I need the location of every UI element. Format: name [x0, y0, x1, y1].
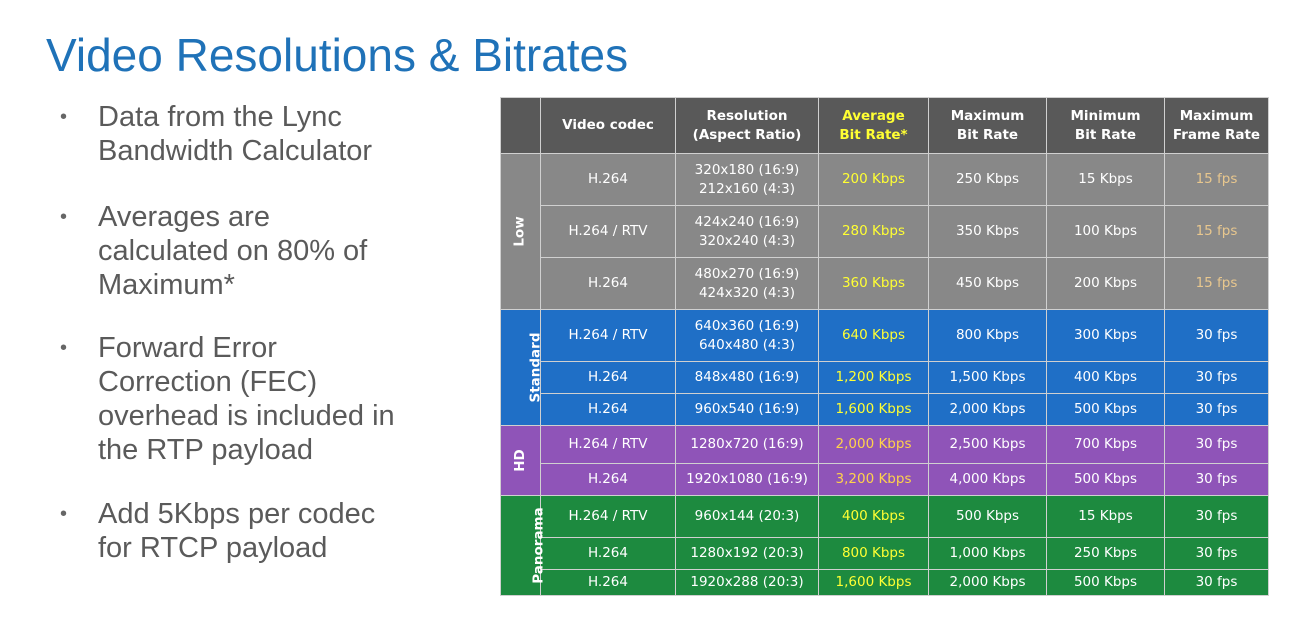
max-bitrate-cell: 2,000 Kbps	[929, 394, 1047, 426]
bullet-item	[60, 331, 400, 467]
group-label-hd: HD	[501, 426, 541, 496]
bullet-text: Averages are calculated on 80% of Maximum*	[98, 201, 368, 301]
average-bitrate-cell: 280 Kbps	[819, 206, 929, 258]
average-bitrate-cell: 1,200 Kbps	[819, 362, 929, 394]
framerate-cell: 15 fps	[1165, 258, 1269, 310]
table-header-row	[501, 98, 1269, 154]
resolution-cell: 1280x192 (20:3)	[676, 538, 819, 570]
bullet-item	[60, 497, 400, 565]
table-row	[501, 362, 1269, 394]
header-maximum-bitrate: Maximum Bit Rate	[929, 98, 1047, 154]
table-row	[501, 464, 1269, 496]
bitrate-table	[500, 97, 1269, 596]
average-bitrate-cell: 360 Kbps	[819, 258, 929, 310]
average-bitrate-cell: 1,600 Kbps	[819, 570, 929, 596]
codec-cell: H.264 / RTV	[541, 496, 676, 538]
min-bitrate-cell: 250 Kbps	[1047, 538, 1165, 570]
framerate-cell: 15 fps	[1165, 206, 1269, 258]
header-maximum-framerate: Maximum Frame Rate	[1165, 98, 1269, 154]
min-bitrate-cell: 300 Kbps	[1047, 310, 1165, 362]
codec-cell: H.264	[541, 570, 676, 596]
bullet-icon: •	[60, 337, 68, 359]
table-row	[501, 154, 1269, 206]
framerate-cell: 30 fps	[1165, 362, 1269, 394]
resolution-cell: 1920x288 (20:3)	[676, 570, 819, 596]
resolution-cell: 1920x1080 (16:9)	[676, 464, 819, 496]
codec-cell: H.264	[541, 362, 676, 394]
max-bitrate-cell: 2,000 Kbps	[929, 570, 1047, 596]
min-bitrate-cell: 500 Kbps	[1047, 464, 1165, 496]
min-bitrate-cell: 15 Kbps	[1047, 496, 1165, 538]
codec-cell: H.264	[541, 258, 676, 310]
max-bitrate-cell: 500 Kbps	[929, 496, 1047, 538]
group-label-standard: Standard	[501, 310, 541, 426]
table-row	[501, 258, 1269, 310]
resolution-cell: 1280x720 (16:9)	[676, 426, 819, 464]
slide-title: Video Resolutions & Bitrates	[46, 29, 629, 81]
average-bitrate-cell: 200 Kbps	[819, 154, 929, 206]
resolution-cell: 480x270 (16:9) 424x320 (4:3)	[676, 258, 819, 310]
min-bitrate-cell: 500 Kbps	[1047, 394, 1165, 426]
codec-cell: H.264	[541, 394, 676, 426]
codec-cell: H.264 / RTV	[541, 310, 676, 362]
average-bitrate-cell: 3,200 Kbps	[819, 464, 929, 496]
table-row	[501, 570, 1269, 596]
framerate-cell: 30 fps	[1165, 570, 1269, 596]
bullet-item	[60, 200, 400, 302]
bullet-text: Forward Error Correction (FEC) overhead is included in the RTP payload	[98, 332, 395, 466]
resolution-cell: 320x180 (16:9) 212x160 (4:3)	[676, 154, 819, 206]
min-bitrate-cell: 400 Kbps	[1047, 362, 1165, 394]
table-row	[501, 426, 1269, 464]
header-resolution: Resolution (Aspect Ratio)	[676, 98, 819, 154]
max-bitrate-cell: 250 Kbps	[929, 154, 1047, 206]
codec-cell: H.264	[541, 154, 676, 206]
codec-cell: H.264 / RTV	[541, 426, 676, 464]
table-row	[501, 538, 1269, 570]
codec-cell: H.264	[541, 464, 676, 496]
resolution-cell: 960x144 (20:3)	[676, 496, 819, 538]
max-bitrate-cell: 450 Kbps	[929, 258, 1047, 310]
codec-cell: H.264	[541, 538, 676, 570]
bullet-icon: •	[60, 106, 68, 128]
table-row	[501, 496, 1269, 538]
resolution-cell: 960x540 (16:9)	[676, 394, 819, 426]
max-bitrate-cell: 2,500 Kbps	[929, 426, 1047, 464]
max-bitrate-cell: 800 Kbps	[929, 310, 1047, 362]
min-bitrate-cell: 100 Kbps	[1047, 206, 1165, 258]
table-row	[501, 206, 1269, 258]
bullet-text: Add 5Kbps per codec for RTCP payload	[98, 498, 376, 564]
bullet-icon: •	[60, 206, 68, 228]
resolution-cell: 424x240 (16:9) 320x240 (4:3)	[676, 206, 819, 258]
bullet-item	[60, 100, 400, 168]
average-bitrate-cell: 800 Kbps	[819, 538, 929, 570]
framerate-cell: 30 fps	[1165, 496, 1269, 538]
framerate-cell: 30 fps	[1165, 310, 1269, 362]
max-bitrate-cell: 350 Kbps	[929, 206, 1047, 258]
header-codec: Video codec	[541, 98, 676, 154]
max-bitrate-cell: 1,500 Kbps	[929, 362, 1047, 394]
framerate-cell: 15 fps	[1165, 154, 1269, 206]
min-bitrate-cell: 15 Kbps	[1047, 154, 1165, 206]
bullet-text: Data from the Lync Bandwidth Calculator	[98, 101, 373, 167]
framerate-cell: 30 fps	[1165, 464, 1269, 496]
resolution-cell: 848x480 (16:9)	[676, 362, 819, 394]
average-bitrate-cell: 400 Kbps	[819, 496, 929, 538]
table-row	[501, 394, 1269, 426]
group-label-low: Low	[501, 154, 541, 310]
framerate-cell: 30 fps	[1165, 426, 1269, 464]
min-bitrate-cell: 200 Kbps	[1047, 258, 1165, 310]
average-bitrate-cell: 2,000 Kbps	[819, 426, 929, 464]
framerate-cell: 30 fps	[1165, 538, 1269, 570]
group-label-panorama: Panorama	[501, 496, 541, 596]
average-bitrate-cell: 1,600 Kbps	[819, 394, 929, 426]
table-row	[501, 310, 1269, 362]
codec-cell: H.264 / RTV	[541, 206, 676, 258]
framerate-cell: 30 fps	[1165, 394, 1269, 426]
header-group-cell	[501, 98, 541, 154]
average-bitrate-cell: 640 Kbps	[819, 310, 929, 362]
header-minimum-bitrate: Minimum Bit Rate	[1047, 98, 1165, 154]
bullet-icon: •	[60, 503, 68, 525]
min-bitrate-cell: 500 Kbps	[1047, 570, 1165, 596]
max-bitrate-cell: 4,000 Kbps	[929, 464, 1047, 496]
max-bitrate-cell: 1,000 Kbps	[929, 538, 1047, 570]
header-average-bitrate: Average Bit Rate*	[819, 98, 929, 154]
resolution-cell: 640x360 (16:9) 640x480 (4:3)	[676, 310, 819, 362]
min-bitrate-cell: 700 Kbps	[1047, 426, 1165, 464]
